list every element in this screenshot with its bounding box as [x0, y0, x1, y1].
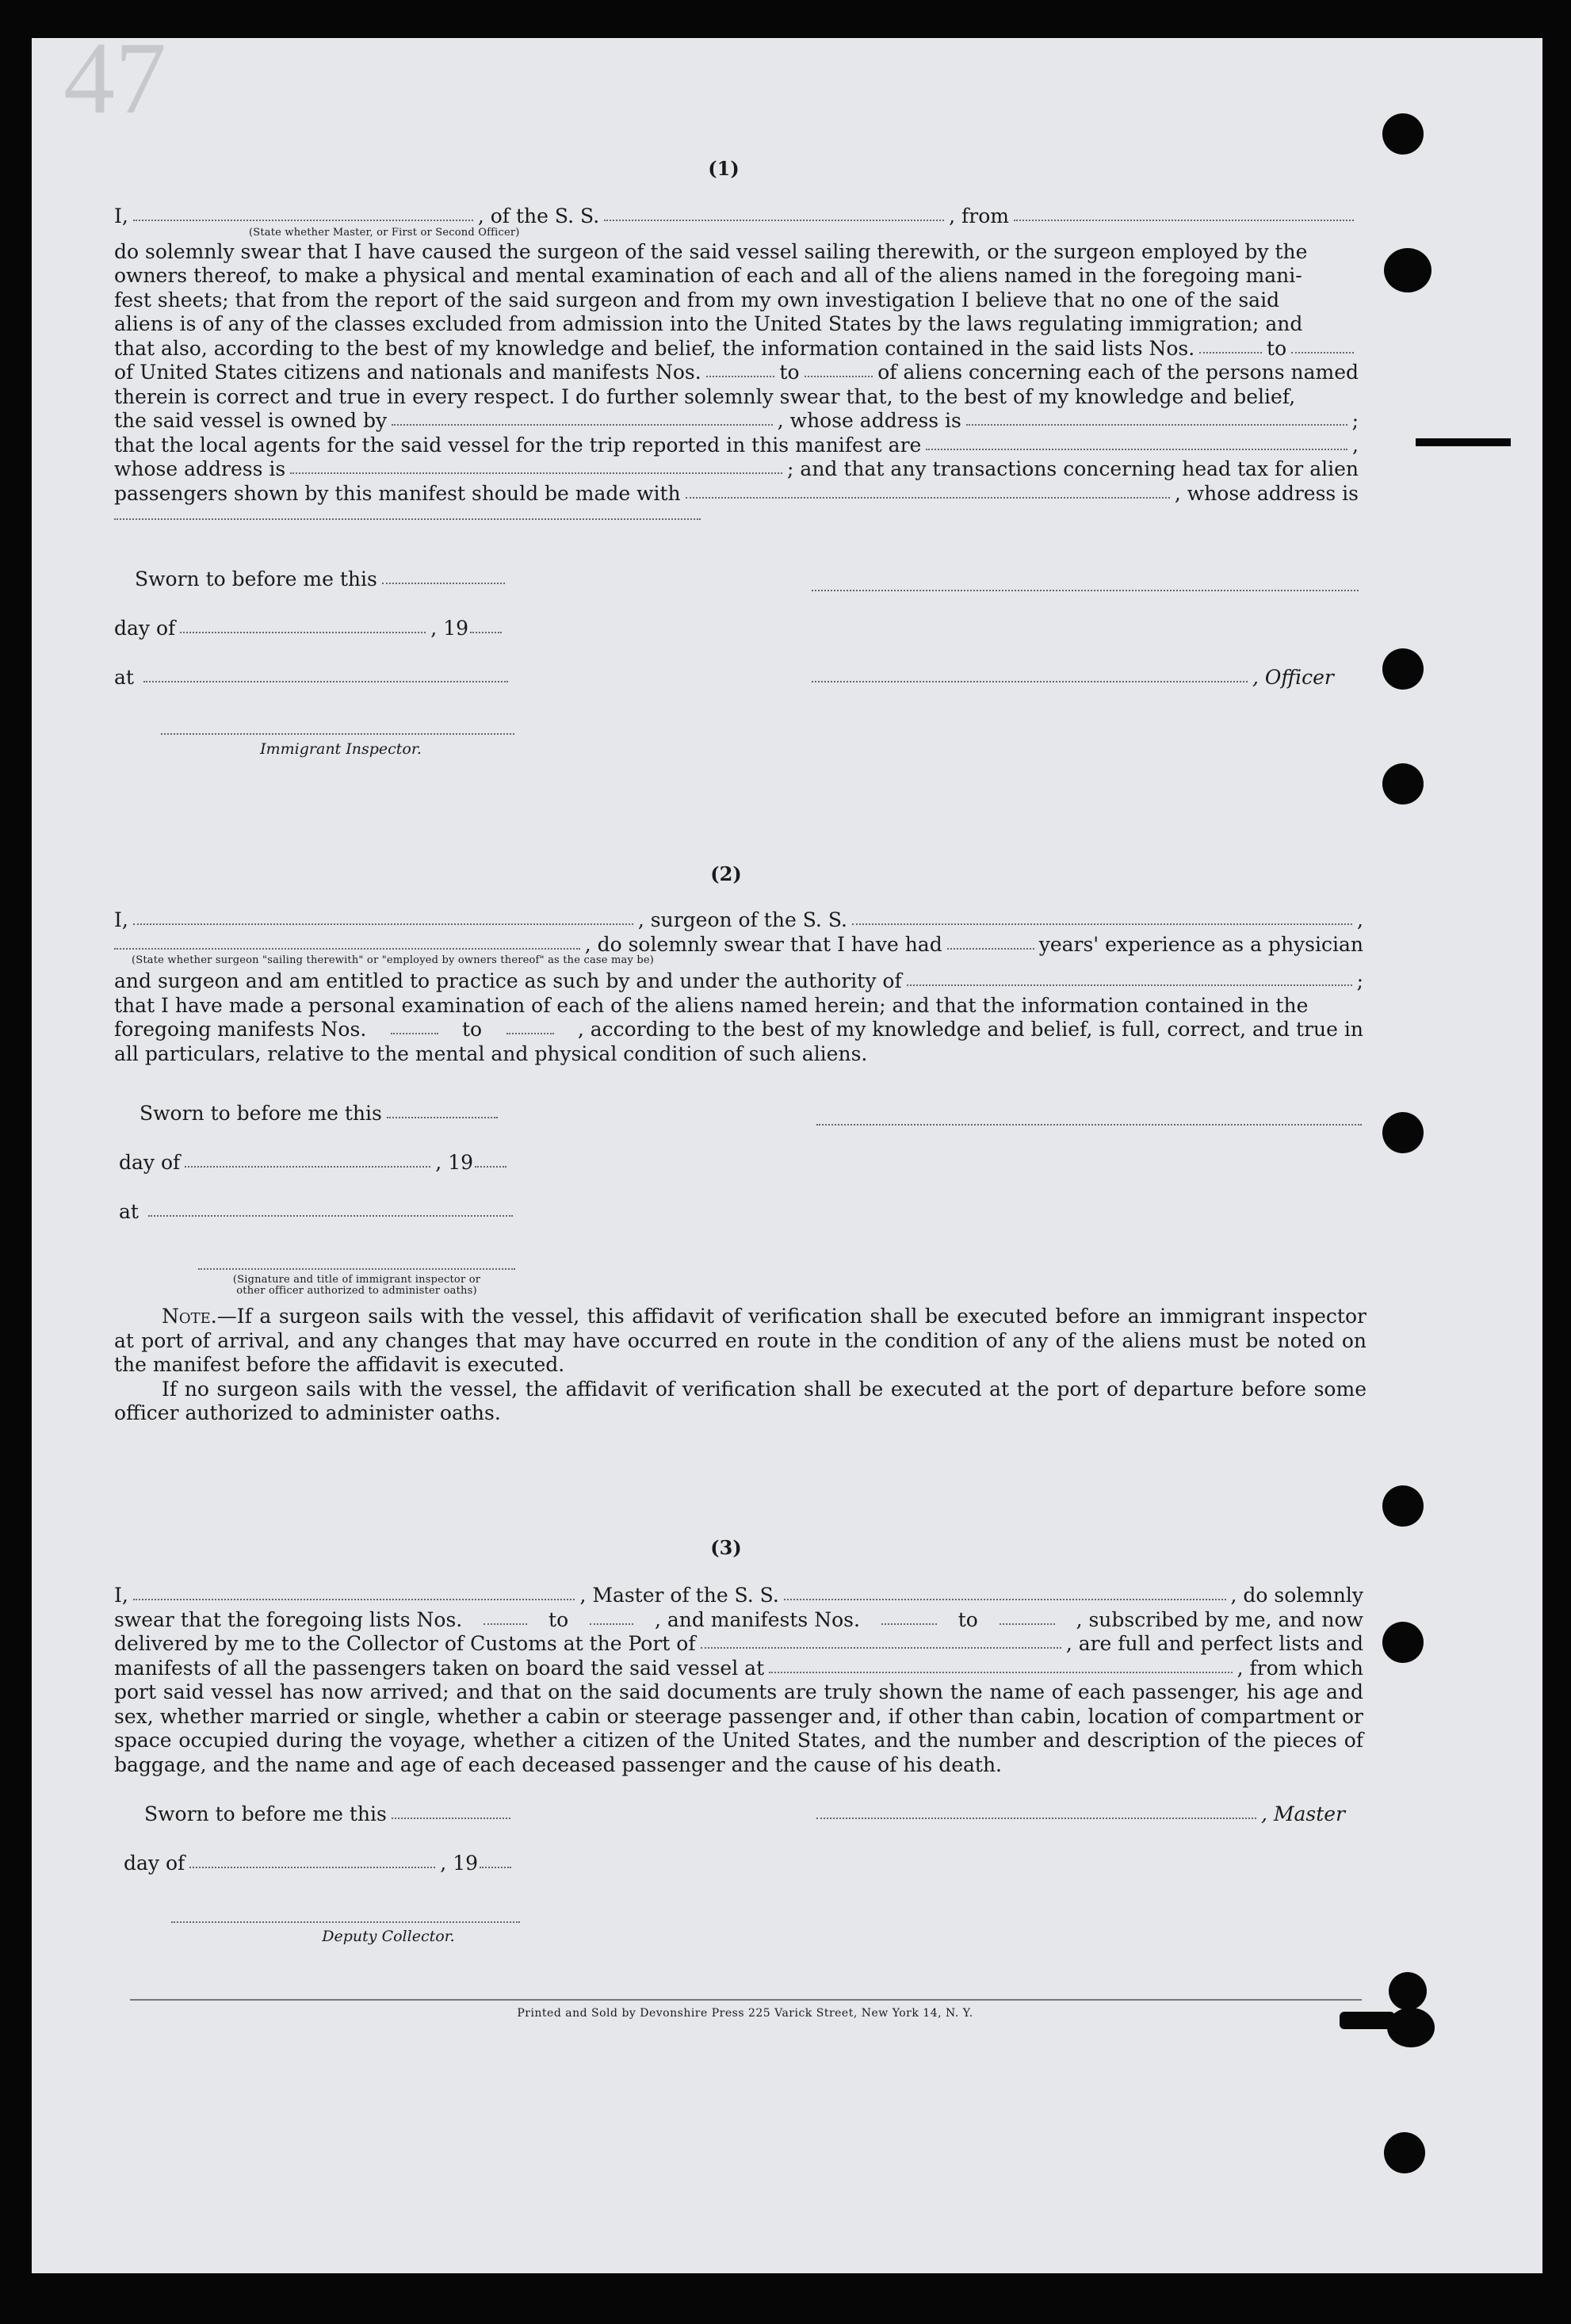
sworn-row: Sworn to before me this	[144, 1802, 515, 1825]
sworn-row: Sworn to before me this	[140, 1102, 503, 1125]
year-field[interactable]	[470, 617, 502, 633]
field-caption: (State whether surgeon "sailing therewith" or "employed by owners thereof" as the case may be)	[132, 954, 655, 966]
master-vessel-field[interactable]	[784, 1584, 1226, 1600]
manifests-to-field[interactable]	[1000, 1609, 1055, 1625]
month-field[interactable]	[180, 617, 426, 633]
oath-paragraph: do solemnly swear that I have caused the surgeon of the said vessel sailing therewith, or the surgeon employed by the owners thereof, to make a physical and mental examination of each and all of the aliens named in the foregoing mani- fest sheets; that from the report of the said surgeon and from my own investigation I believe that no one of the said aliens is of any of the classes excluded from admission into the United States by the laws regulating immigration; and that also, according to the best of my knowledge and belief, the information contained in the said lists Nos. to of United States citizens and nationals and manifests Nos. to of aliens concerning each of the persons named therein is correct and true in every respect. I do further solemnly swear that, to the best of my knowledge and belief, the said vessel is owned by , whose address is ; that the local agents for the said vessel for the trip reported in this manifest are , whose address is ; and that any transactions concerning head tax for alien passengers shown by this manifest should be made with , whose address is	[114, 240, 1359, 522]
section-number: (2)	[710, 862, 742, 885]
footer-rule	[130, 1999, 1362, 2001]
boarding-port-field[interactable]	[769, 1657, 1232, 1673]
inspector-signature-line[interactable]	[161, 732, 514, 735]
place-field[interactable]	[143, 667, 508, 682]
manifests-to-field[interactable]	[805, 361, 873, 377]
punch-hole	[1382, 113, 1424, 155]
agents-field[interactable]	[926, 434, 1347, 450]
day-row: day of , 19	[119, 1151, 511, 1174]
at-row: at	[119, 1200, 518, 1223]
head-tax-field[interactable]	[686, 483, 1170, 499]
lists-to-field[interactable]	[590, 1609, 633, 1625]
signature-line[interactable]	[816, 1122, 1362, 1126]
section-1-body: I, , of the S. S. , from (State whether Master, or First or Second Officer) do solemnly swear that I have caused the surgeon of the said vessel sailing therewith, or the surgeon employed by the owners thereof, to make a physical and mental examination of each and all of the aliens named in the foregoing mani- fest sheets; that from the report of the said surgeon and from my own investigation I believe that no one of the said aliens is of any of the classes excluded from admission into the United States by the laws regulating immigration; and that also, according to the best of my knowledge and belief, the information contained in the said lists Nos. to of United States citizens and nationals and manifests Nos. to of aliens concerning each of the persons named therein is correct and true in every respect. I do further solemnly swear that, to the best of my knowledge and belief, the said vessel is owned by , whose address is ; that the local agents for the said vessel for the trip reported in this manifest are , whose address is ; and that any transactions concerning head tax for alien passengers shown by this manifest should be made with , whose address is	[114, 204, 1359, 522]
lists-from-field[interactable]	[484, 1609, 527, 1625]
year-field[interactable]	[480, 1852, 511, 1868]
month-field[interactable]	[185, 1152, 430, 1168]
section-3-body: I, , Master of the S. S. , do solemnly swear that the foregoing lists Nos. to , and manifests Nos. to , subscribed by me, and now delivered by me to the Collector of Customs at the Port of , are full and perfect lists and manifests of all the passengers taken on board the said vessel at , from which port said vessel has now arrived; and that on the said documents are truly shown the name of each passenger, his age and sex, whether married or single, whether a cabin or steerage passenger and, if other than cabin, location of compartment or space occupied during the voyage, whether a citizen of the United States, and the number and description of the pieces of baggage, and the name and age of each deceased passenger and the cause of his death.	[114, 1584, 1363, 1776]
officer-signature-field[interactable]	[812, 667, 1248, 682]
punch-hole	[1382, 1622, 1424, 1663]
surgeon-vessel-field[interactable]	[852, 909, 1352, 925]
port-field[interactable]	[701, 1633, 1061, 1649]
note-label: Note.	[162, 1305, 217, 1328]
master-name-field[interactable]	[133, 1584, 575, 1600]
collector-signature-line[interactable]	[171, 1920, 520, 1923]
punch-hole	[1382, 1112, 1424, 1153]
sworn-day-field[interactable]	[387, 1103, 498, 1118]
place-field[interactable]	[148, 1201, 513, 1217]
manifests-from-field[interactable]	[706, 361, 775, 377]
at-row: at	[114, 666, 513, 689]
owner-address-field[interactable]	[966, 410, 1347, 426]
sworn-row: Sworn to before me this	[135, 568, 510, 591]
head-tax-address-field[interactable]	[114, 504, 701, 520]
punch-hole	[1389, 1972, 1427, 2010]
punch-hole	[1382, 763, 1424, 805]
manifests-from-field[interactable]	[881, 1609, 937, 1625]
printer-imprint: Printed and Sold by Devonshire Press 225 Varick Street, New York 14, N. Y.	[517, 2007, 973, 2020]
year-field[interactable]	[475, 1152, 506, 1168]
clip-mark	[1340, 2012, 1395, 2029]
collector-caption: Deputy Collector.	[322, 1928, 455, 1945]
punch-hole	[1382, 648, 1424, 690]
field-caption: (State whether Master, or First or Second Officer)	[249, 226, 520, 239]
punch-hole	[1382, 1485, 1424, 1527]
day-row: day of , 19	[124, 1852, 516, 1875]
document-page	[32, 21, 1542, 2273]
punch-hole	[1384, 2132, 1425, 2173]
inspector-signature-line[interactable]	[198, 1267, 515, 1270]
lists-to-field[interactable]	[1291, 338, 1354, 354]
sworn-day-field[interactable]	[392, 1803, 510, 1819]
authority-field[interactable]	[907, 970, 1352, 986]
master-oath-paragraph: port said vessel has now arrived; and that on the said documents are truly shown the name of each passenger, his age and sex, whether married or single, whether a cabin or steerage passenger and, if other than cabin, location of compartment or space occupied during the voyage, whether a citizen of the United States, and the number and description of the pieces of baggage, and the name and age of each deceased passenger and the cause of his death.	[114, 1680, 1363, 1776]
name-field[interactable]	[133, 205, 473, 221]
lists-from-field[interactable]	[1199, 338, 1262, 354]
section-2-body: I, , surgeon of the S. S. , , do solemnly swear that I have had years' experience as a physician (State whether surgeon "sailing therewith" or "employed by owners thereof" as the case may be) and surgeon and am entitled to practice as such by and under the authority of ; that I have made a personal examination of each of the aliens named herein; and that the information contained in the foregoing manifests Nos. to , according to the best of my knowledge and belief, is full, correct, and true in all particulars, relative to the mental and physical condition of such aliens.	[114, 908, 1363, 1065]
sworn-day-field[interactable]	[382, 568, 505, 584]
master-row: , Master	[816, 1802, 1345, 1825]
signature-line[interactable]	[812, 588, 1359, 591]
from-field[interactable]	[1014, 205, 1354, 221]
master-signature-field[interactable]	[816, 1803, 1256, 1819]
agents-address-field[interactable]	[290, 458, 782, 474]
section-number: (3)	[710, 1536, 742, 1559]
bleed-through-mark: 47	[63, 21, 166, 136]
signature-caption: (Signature and title of immigrant inspector or other officer authorized to administer oaths)	[232, 1274, 481, 1297]
surgeon-manifests-to-field[interactable]	[506, 1019, 554, 1034]
clip-mark	[1416, 438, 1511, 446]
vessel-field[interactable]	[604, 205, 944, 221]
punch-hole	[1384, 248, 1431, 292]
surgeon-manifests-from-field[interactable]	[391, 1019, 438, 1034]
years-field[interactable]	[947, 934, 1034, 950]
officer-row: , Officer	[812, 666, 1334, 689]
owner-field[interactable]	[392, 410, 773, 426]
inspector-caption: Immigrant Inspector.	[260, 740, 422, 758]
surgeon-note: Note.—If a surgeon sails with the vessel, this affidavit of verification shall be executed before an immigrant inspector at port of arrival, and any changes that may have occurred en route in the condition of any of the aliens must be noted on the manifest before the affidavit is executed. If no surgeon sails with the vessel, the affidavit of verification shall be executed at the port of departure before some officer authorized to administer oaths.	[114, 1305, 1367, 1424]
month-field[interactable]	[189, 1852, 435, 1868]
section-number: (1)	[708, 157, 740, 180]
surgeon-status-field[interactable]	[114, 934, 580, 950]
surgeon-name-field[interactable]	[133, 909, 633, 925]
day-row: day of , 19	[114, 617, 506, 640]
